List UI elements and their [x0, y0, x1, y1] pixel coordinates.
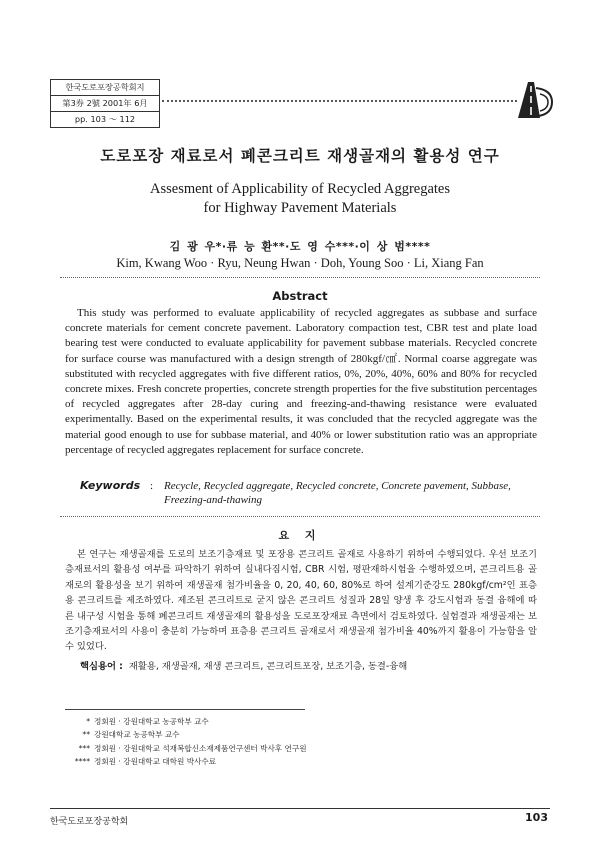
- footnote-rule: [65, 709, 305, 710]
- footnote-text: 정회원 · 강원대학교 농공학부 교수: [94, 717, 209, 726]
- page-range: pp. 103 ～ 112: [74, 114, 136, 124]
- footnote: [68, 715, 488, 728]
- keywords-korean-row: [80, 658, 540, 672]
- authors-korean: 김 광 우*·류 능 환**·도 영 수***·이 상 범****: [169, 240, 431, 253]
- footnote-mark: *: [86, 717, 90, 726]
- footnote-mark: ***: [78, 743, 90, 753]
- journal-info-box: [50, 79, 160, 128]
- footer-rule: [50, 808, 550, 809]
- footnote-mark: **: [82, 730, 90, 740]
- keywords-text: Recycle, Recycled aggregate, Recycled concrete, Concrete pavement, Subbase, Freezing-and-thawing: [164, 480, 511, 506]
- abstract-text: This study was performed to evaluate applicability of recycled aggregates as subbase and surface concrete materials for cement concrete pavement. Laboratory compaction test, CBR test and plate load bearing test were conducted to evaluate applicability for pavement subbase materials. Recycled concrete for surface course was manufactured with a design strength of 280kgf/㎠. Normal coarse aggregate was substituted with recycled aggregates with five different ratios, 0%, 20%, 40%, 60% and 80% for recycled concrete mixes. Fresh concrete properties, concrete strength properties for the five substitution percentages of recycled aggregates after 28-day curing and freezing-and-thawing resistance were evaluated experimentally. Based on the experimental results, it was concluded that the recycled aggregate was the material good enough to use for subbase material, and 40% or lower substitution ratio was an appropriate percentage of recycled aggregates replacement for surface concrete.: [65, 307, 537, 456]
- footnote-text: 정회원 · 강원대학교 대학원 박사수료: [94, 757, 217, 767]
- footnote: [68, 755, 488, 768]
- keywords-label: Keywords: [80, 479, 141, 492]
- footnote-mark: ****: [74, 757, 90, 767]
- footnote-text: 강원대학교 농공학부 교수: [94, 730, 180, 740]
- footnote: [68, 728, 488, 741]
- summary-text: 본 연구는 재생골재를 도로의 보조기층재료 및 포장용 콘크리트 골재로 사용하기 위하여 수행되었다. 우선 보조기층재료서의 활용성 여부를 파악하기 위하여 실내다짐시험, CBR 시험, 평판재하시험을 수행하였으며, 콘크리트용 골재로의 활용성을 보기 위하여 재생골재 첨가비율을 0, 20, 40, 60, 80%로 하여 설계기준강도 280kgf/cm²인 표층용 콘크리트를 제조하였다. 제조된 콘크리트로 굳지 않은 콘크리트 성질과 28일 양생 후 강도시험과 동결 융해에 따른 내구성 시험을 통해 폐콘크리트 재생골재의 활용성을 도로포장재료 측면에서 검토하였다. 실험결과 재생골재는 보조기층재료서의 사용이 충분히 가능하며 표층용 콘크리트 골재로서 재생골재 첨가비율 40%까지 활용이 가능함을 알 수 있었다.: [65, 549, 537, 653]
- keywords-row: [80, 479, 540, 507]
- footnote-text: 정회원 · 강원대학교 석재복합신소재제품연구센터 박사후 연구원: [94, 743, 307, 753]
- summary-heading: 요 지: [278, 529, 322, 542]
- header-dotted-rule: [162, 100, 517, 102]
- keywords-korean-label: 핵심용어 :: [80, 661, 123, 672]
- footer-society: 한국도로포장공학회: [50, 817, 129, 827]
- keywords-colon: :: [150, 480, 154, 492]
- divider: [60, 516, 540, 517]
- journal-name: 한국도로포장공학회지: [51, 80, 159, 96]
- authors-english: Kim, Kwang Woo · Ryu, Neung Hwan · Doh, Young Soo · Li, Xiang Fan: [116, 256, 484, 270]
- footnotes: [68, 715, 488, 769]
- footnote: [68, 742, 488, 755]
- title-english: [0, 180, 600, 218]
- volume-issue: 第3券 2號 2001年 6月: [51, 96, 159, 112]
- abstract-heading: Abstract: [272, 289, 328, 303]
- road-logo-icon: [510, 78, 554, 122]
- keywords-korean-text: 재활용, 재생골재, 재생 콘크리트, 콘크리트포장, 보조기층, 동결-융해: [128, 661, 408, 672]
- divider: [60, 277, 540, 278]
- title-english-line1: Assesment of Applicability of Recycled Aggregates: [150, 181, 450, 197]
- title-korean: 도로포장 재료로서 폐콘크리트 재생골재의 활용성 연구: [100, 147, 500, 165]
- title-english-line2: for Highway Pavement Materials: [203, 200, 397, 216]
- page-number: 103: [525, 811, 548, 824]
